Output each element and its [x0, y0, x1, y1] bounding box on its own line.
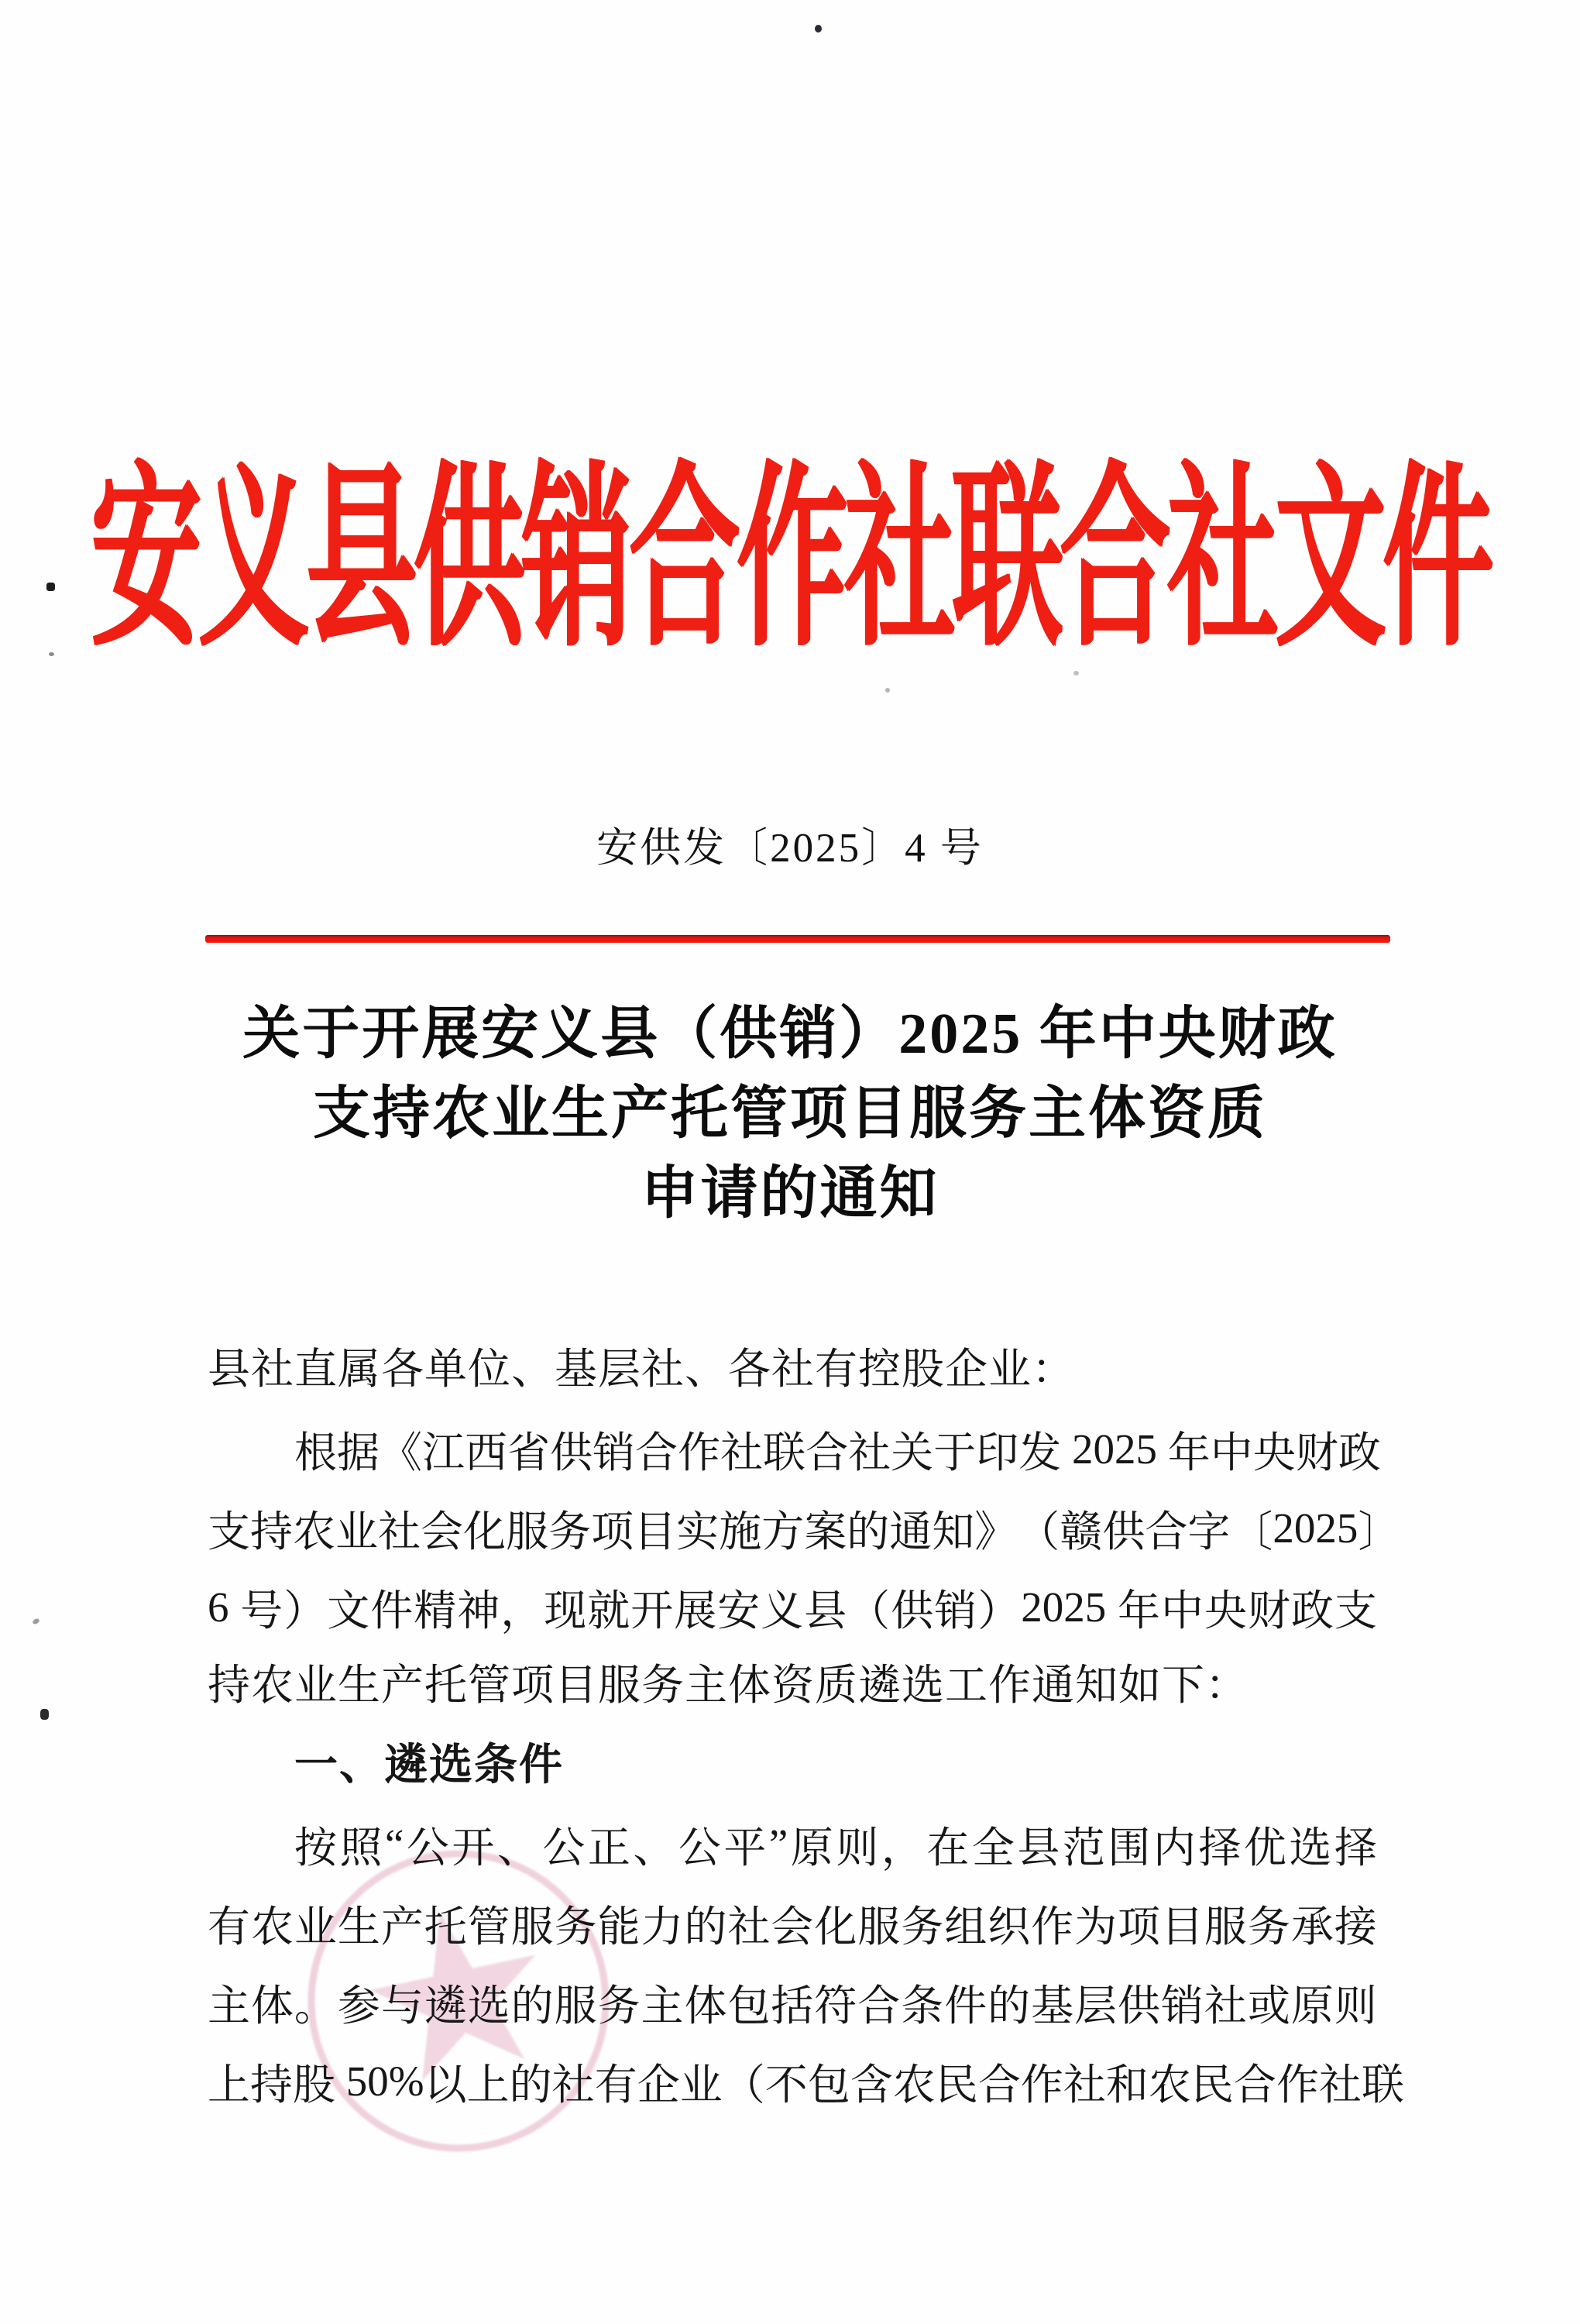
scan-speck [40, 1709, 49, 1720]
document-number: 安供发〔2025〕4 号 [596, 826, 984, 871]
body-line: 按 照 “ 公 开 、 公 正 、 公 平 ” 原 则 ， 在 全 县 范 围 内 择 优 选 择 [294, 1820, 1377, 1872]
document-body [208, 1330, 1404, 2120]
scan-speck [885, 688, 890, 693]
body-line-salutation: 县社直属各单位、基层社、各社有控股企业： [208, 1346, 1076, 1393]
letterhead [0, 451, 1580, 670]
body-section-heading: 一、遴选条件 [294, 1740, 564, 1789]
scan-speck [46, 583, 55, 591]
body-line: 主 体 。 参 与 遴 选 的 服 务 主 体 包 括 符 合 条 件 的 基 层 供 销 社 或 原 则 [208, 1982, 1377, 2030]
subject-line: 关于开展安义县（供销）2025 年中央财政 [242, 1002, 1338, 1066]
scan-speck [815, 25, 822, 33]
subject-line: 支持农业生产托管项目服务主体资质 [313, 1082, 1267, 1146]
subject-line: 申请的通知 [641, 1162, 939, 1226]
body-line: 有 农 业 生 产 托 管 服 务 能 力 的 社 会 化 服 务 组 织 作 为 项 目 服 务 承 接 [208, 1903, 1377, 1951]
scan-speck [32, 1618, 40, 1625]
document-subject [0, 995, 1580, 1234]
red-separator-rule [205, 935, 1390, 943]
scan-speck [49, 652, 54, 656]
body-line: 根 据 《 江 西 省 供 销 合 作 社 联 合 社 关 于 印 发 2025 年 中 央 财 政 [294, 1425, 1381, 1477]
body-line: 持农业生产托管项目服务主体资质遴选工作通知如下： [208, 1662, 1249, 1709]
body-line: 6 号 ） 文 件 精 神 ， 现 就 开 展 安 义 县 （ 供 销 ） 2025 年 中 央 财 政 支 [208, 1583, 1377, 1635]
letterhead-title: 安义县供销合作社联合社文件 [90, 451, 1490, 670]
body-line: 支 持 农 业 社 会 化 服 务 项 目 实 施 方 案 的 通 知 》 （ 赣 供 合 字 〔 2025 〕 [208, 1504, 1401, 1556]
body-line: 上 持 股 50% 以 上 的 社 有 企 业 （ 不 包 含 农 民 合 作 社 和 农 民 合 作 社 联 [208, 2057, 1404, 2109]
scan-speck [1073, 671, 1079, 676]
